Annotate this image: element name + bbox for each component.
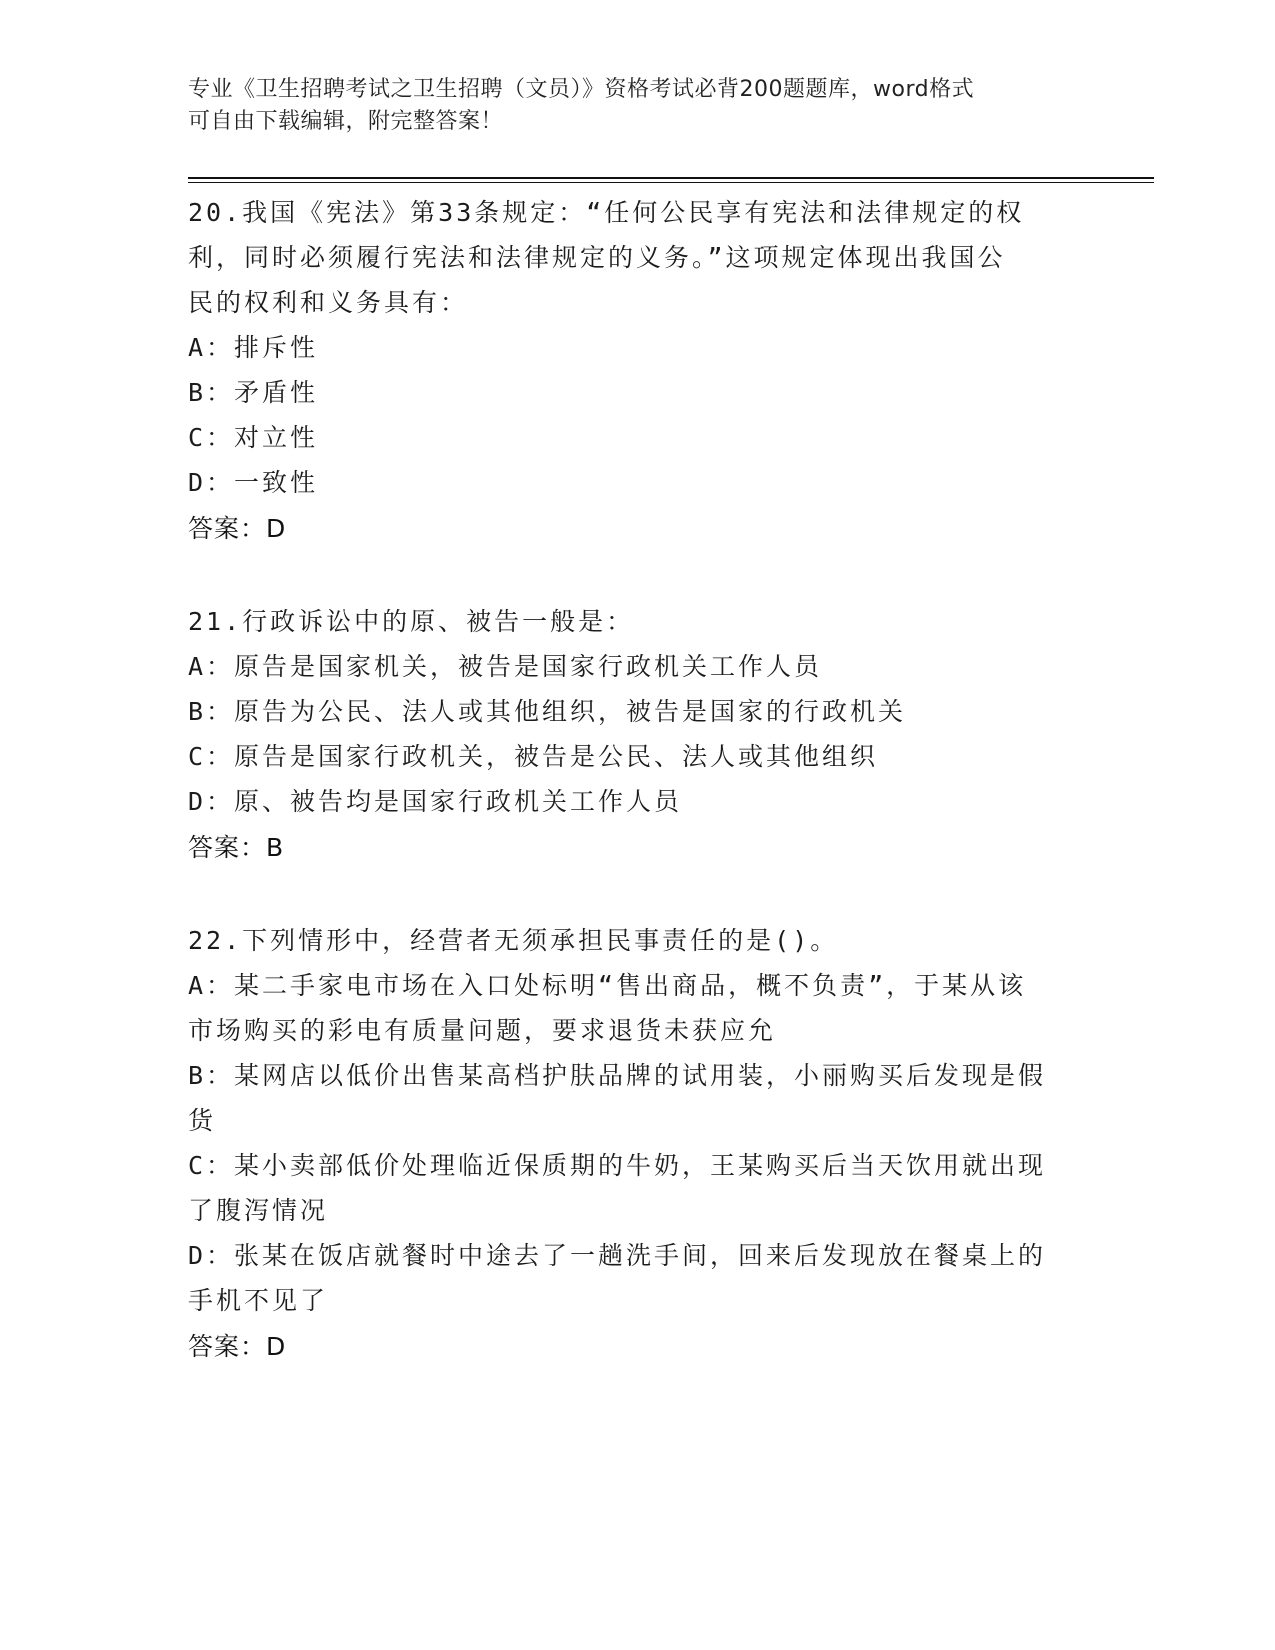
option-a: A：排斥性 [188, 333, 319, 362]
question-21 [188, 599, 1088, 870]
option-c: C：原告是国家行政机关，被告是公民、法人或其他组织 [188, 742, 879, 771]
option-d: D：一致性 [188, 468, 319, 497]
header-line-2: 可自由下载编辑，附完整答案！ [188, 109, 504, 134]
option-c: C：某小卖部低价处理临近保质期的牛奶，王某购买后当天饮用就出现 [188, 1151, 1047, 1180]
question-22 [188, 918, 1088, 1369]
header-rule-thin [188, 182, 1154, 183]
question-stem-line: 20.我国《宪法》第33条规定：“任何公民享有宪法和法律规定的权 [188, 198, 1025, 227]
option-d: D：原、被告均是国家行政机关工作人员 [188, 787, 683, 816]
option-b-continued: 货 [188, 1106, 217, 1135]
question-stem-line: 利，同时必须履行宪法和法律规定的义务。”这项规定体现出我国公 [188, 243, 1006, 272]
option-b: B：原告为公民、法人或其他组织，被告是国家的行政机关 [188, 697, 907, 726]
option-a-continued: 市场购买的彩电有质量问题，要求退货未获应允 [188, 1016, 777, 1045]
question-stem-line: 21.行政诉讼中的原、被告一般是： [188, 607, 635, 636]
question-stem-line: 22.下列情形中，经营者无须承担民事责任的是()。 [188, 926, 839, 955]
document-header [188, 74, 1068, 138]
question-list [188, 190, 1088, 1417]
option-d: D：张某在饭店就餐时中途去了一趟洗手间，回来后发现放在餐桌上的 [188, 1241, 1047, 1270]
question-20 [188, 190, 1088, 551]
option-b: B：矛盾性 [188, 378, 319, 407]
question-stem-line: 民的权利和义务具有： [188, 288, 469, 317]
answer-label: 答案：D [188, 514, 287, 543]
answer-label: 答案：B [188, 833, 285, 862]
option-b: B：某网店以低价出售某高档护肤品牌的试用装，小丽购买后发现是假 [188, 1061, 1047, 1090]
option-a: A：原告是国家机关，被告是国家行政机关工作人员 [188, 652, 823, 681]
option-a: A：某二手家电市场在入口处标明“售出商品，概不负责”，于某从该 [188, 971, 1027, 1000]
answer-label: 答案：D [188, 1332, 287, 1361]
option-c: C：对立性 [188, 423, 319, 452]
option-c-continued: 了腹泻情况 [188, 1196, 329, 1225]
option-d-continued: 手机不见了 [188, 1286, 329, 1315]
header-line-1: 专业《卫生招聘考试之卫生招聘（文员）》资格考试必背200题题库，word格式 [188, 77, 975, 102]
header-rule-thick [188, 177, 1154, 179]
